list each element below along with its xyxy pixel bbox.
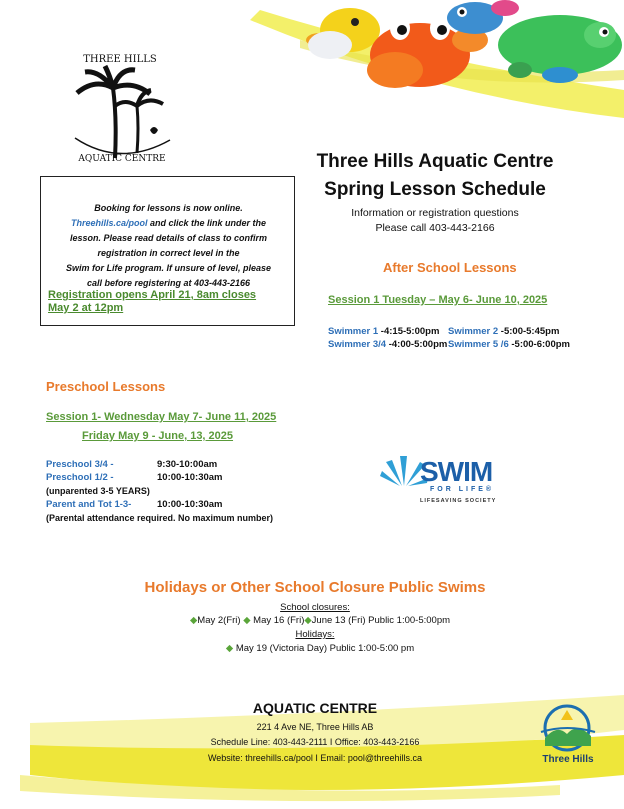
page-title: Three Hills Aquatic Centre <box>316 151 554 172</box>
hills-icon <box>533 702 603 754</box>
swimmer-time: -4:00-5:00pm <box>386 339 448 350</box>
footer-title: AQUATIC CENTRE <box>252 700 378 716</box>
closure-date: May 2(Fri) <box>197 615 241 626</box>
preschool-time: 9:30-10:00am <box>157 459 218 470</box>
after-school-heading: After School Lessons <box>383 260 517 275</box>
swimmer-time: -5:00-5:45pm <box>498 326 560 337</box>
preschool-note: (unparented 3-5 YEARS) <box>46 486 150 496</box>
logo-text-bottom: AQUATIC CENTRE <box>78 154 166 164</box>
holiday-list <box>170 643 470 654</box>
preschool-heading: Preschool Lessons <box>46 379 166 394</box>
logo-text-top: THREE HILLS <box>83 54 157 65</box>
swimmer-b <box>448 326 559 337</box>
swim-for-life-logo <box>380 450 505 510</box>
preschool-item <box>46 499 131 510</box>
closure-date: June 13 (Fri) Public 1:00-5:00pm <box>311 615 451 626</box>
swim-word: SWIM <box>420 456 493 487</box>
swimmer-level: Swimmer 1 <box>328 326 379 337</box>
swimmer-time: -4:15-5:00pm <box>378 326 440 337</box>
registered-mark: ® <box>485 486 495 493</box>
diamond-bullet-icon: ◆ <box>189 615 198 626</box>
page-subtitle: Spring Lesson Schedule <box>324 179 546 200</box>
preschool-level: Parent and Tot 1-3- <box>46 499 132 510</box>
registration-dates: Registration opens April 21, 8am closes <box>48 289 257 301</box>
footer-phones: Schedule Line: 403-443-2111 I Office: 403-443-2166 <box>210 737 420 747</box>
three-hills-town-logo <box>533 702 603 768</box>
aquatic-centre-logo <box>55 48 185 173</box>
swim-tag: FOR LIFE <box>430 486 486 493</box>
booking-notice-box <box>40 176 295 326</box>
diamond-bullet-icon: ◆ <box>304 615 312 626</box>
holiday-date: May 19 (Victoria Day) Public 1:00-5:00 pm <box>233 643 415 654</box>
swimmer-level: Swimmer 5 /6 <box>448 339 509 350</box>
preschool-level: Preschool 3/4 - <box>46 459 114 470</box>
diamond-bullet-icon: ◆ <box>225 643 234 654</box>
preschool-item <box>46 472 114 483</box>
booking-line: Booking for lessons is now online. <box>94 203 243 213</box>
after-school-session: Session 1 Tuesday – May 6- June 10, 2025 <box>328 294 548 306</box>
holidays-label: Holidays: <box>295 629 335 640</box>
swimmer-level: Swimmer 2 <box>448 326 499 337</box>
swimmer-level: Swimmer 3/4 <box>328 339 387 350</box>
booking-line: call before registering at 403-443-2166 <box>86 278 251 288</box>
info-line: Information or registration questions <box>351 207 519 219</box>
schedule-row <box>328 339 618 352</box>
school-closures-list <box>120 615 520 626</box>
phone-line: Please call 403-443-2166 <box>375 222 495 234</box>
schedule-row <box>328 326 618 339</box>
diamond-bullet-icon: ◆ <box>243 615 251 626</box>
preschool-time: 10:00-10:30am <box>157 472 223 483</box>
booking-line <box>41 218 296 228</box>
swimmer-time: -5:00-6:00pm <box>508 339 570 350</box>
booking-line: Swim for Life program. If unsure of level, please <box>65 263 272 273</box>
school-closures-label: School closures: <box>280 602 350 613</box>
lifesaving-society: LIFESAVING SOCIETY <box>420 498 497 504</box>
closure-date: May 16 (Fri) <box>250 615 305 626</box>
after-school-schedule <box>328 326 618 352</box>
footer-address: 221 4 Ave NE, Three Hills AB <box>256 722 374 732</box>
preschool-time: 10:00-10:30am <box>157 499 223 510</box>
preschool-session: Session 1- Wednesday May 7- June 11, 2025 <box>46 411 277 423</box>
booking-line: lesson. Please read details of class to confirm <box>69 233 268 243</box>
preschool-level: Preschool 1/2 - <box>46 472 114 483</box>
booking-line-text: and click the link under the <box>147 218 267 228</box>
registration-dates: May 2 at 12pm <box>48 302 124 314</box>
swimmer-b <box>448 339 570 350</box>
holidays-heading: Holidays or Other School Closure Public Swims <box>144 579 486 596</box>
preschool-item <box>46 459 114 470</box>
swim-tagline <box>430 486 494 493</box>
booking-line: registration in correct level in the <box>97 248 240 258</box>
footer-web-email: Website: threehills.ca/pool I Email: pool@threehills.ca <box>207 753 423 763</box>
pool-link[interactable]: Threehills.ca/pool <box>70 218 148 228</box>
preschool-session: Friday May 9 - June, 13, 2025 <box>82 430 234 442</box>
preschool-note: (Parental attendance required. No maximum number) <box>46 513 274 523</box>
town-logo-text: Three Hills <box>542 754 594 765</box>
